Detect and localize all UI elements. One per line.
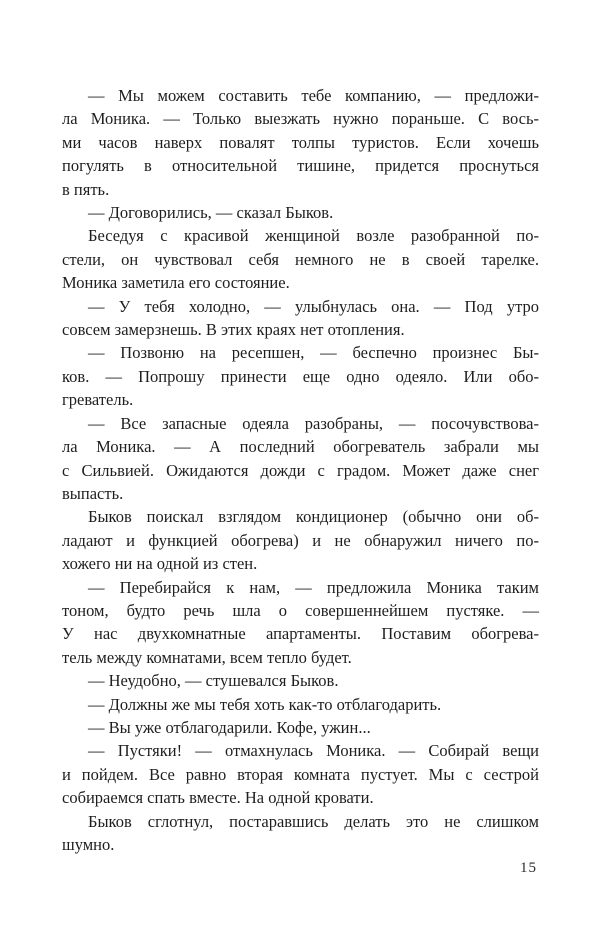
text-line: Беседуя с красивой женщиной возле разобранной по- [88,226,539,246]
paragraph [62,669,539,692]
text-line: ладают и функцией обогрева) и не обнаружил ничего по- [62,530,539,550]
text-line: с Сильвией. Ожидаются дожди с градом. Может даже снег [62,460,539,480]
paragraph [62,505,539,575]
text-line: — Перебирайся к нам, — предложила Моника таким [88,577,539,597]
text-line: — Неудобно, — стушевался Быков. [88,671,339,691]
text-line: — Договорились, — сказал Быков. [88,203,334,223]
text-line: собираемся спать вместе. На одной кровати. [62,788,374,808]
text-line: тель между комнатами, всем тепло будет. [62,647,352,667]
text-line: — Мы можем составить тебе компанию, — предложи- [88,86,539,105]
paragraph [62,412,539,506]
text-line: совсем замерзнешь. В этих краях нет отопления. [62,320,405,340]
text-line: греватель. [62,390,134,410]
text-line: тоном, будто речь шла о совершеннейшем пустяке. — [62,600,539,620]
text-line: стели, он чувствовал себя немного не в своей тарелке. [62,249,539,269]
text-line: Быков поискал взглядом кондиционер (обычно они об- [88,507,539,527]
text-line: ла Моника. — Только выезжать нужно пораньше. С вось- [62,109,539,129]
paragraph [62,739,539,809]
paragraph [62,295,539,342]
paragraph [62,576,539,670]
page-number: 15 [520,860,537,876]
text-line: Моника заметила его состояние. [62,273,290,293]
text-line: в пять. [62,179,110,199]
paragraph [62,693,539,716]
text-line: — Все запасные одеяла разобраны, — посочувствова- [88,413,539,433]
paragraph [62,341,539,411]
paragraph [62,716,539,739]
text-line: Быков сглотнул, постаравшись делать это не слишком [88,811,539,831]
text-line: ков. — Попрошу принести еще одно одеяло. Или обо- [62,366,539,386]
text-block [62,84,539,856]
text-line: — Должны же мы тебя хоть как-то отблагодарить. [88,694,442,714]
text-line: погулять в относительной тишине, придется проснуться [62,156,539,176]
paragraph [62,810,539,857]
text-line: ла Моника. — А последний обогреватель забрали мы [62,437,539,457]
paragraph [62,224,539,294]
paragraph [62,84,539,201]
paragraph [62,201,539,224]
text-line: шумно. [62,835,115,854]
text-line: — Позвоню на ресепшен, — беспечно произнес Бы- [88,343,539,363]
text-line: ми часов наверх повалят толпы туристов. Если хочешь [62,132,539,152]
text-line: хожего ни на одной из стен. [62,554,258,574]
text-line: — Вы уже отблагодарили. Кофе, ужин... [88,717,371,737]
text-line: — Пустяки! — отмахнулась Моника. — Собирай вещи [88,741,539,761]
text-line: выпасть. [62,483,124,503]
text-line: — У тебя холодно, — улыбнулась она. — Под утро [88,296,539,316]
text-line: и пойдем. Все равно вторая комната пустует. Мы с сестрой [62,764,539,784]
text-line: У нас двухкомнатные апартаменты. Поставим обогрева- [62,624,539,644]
